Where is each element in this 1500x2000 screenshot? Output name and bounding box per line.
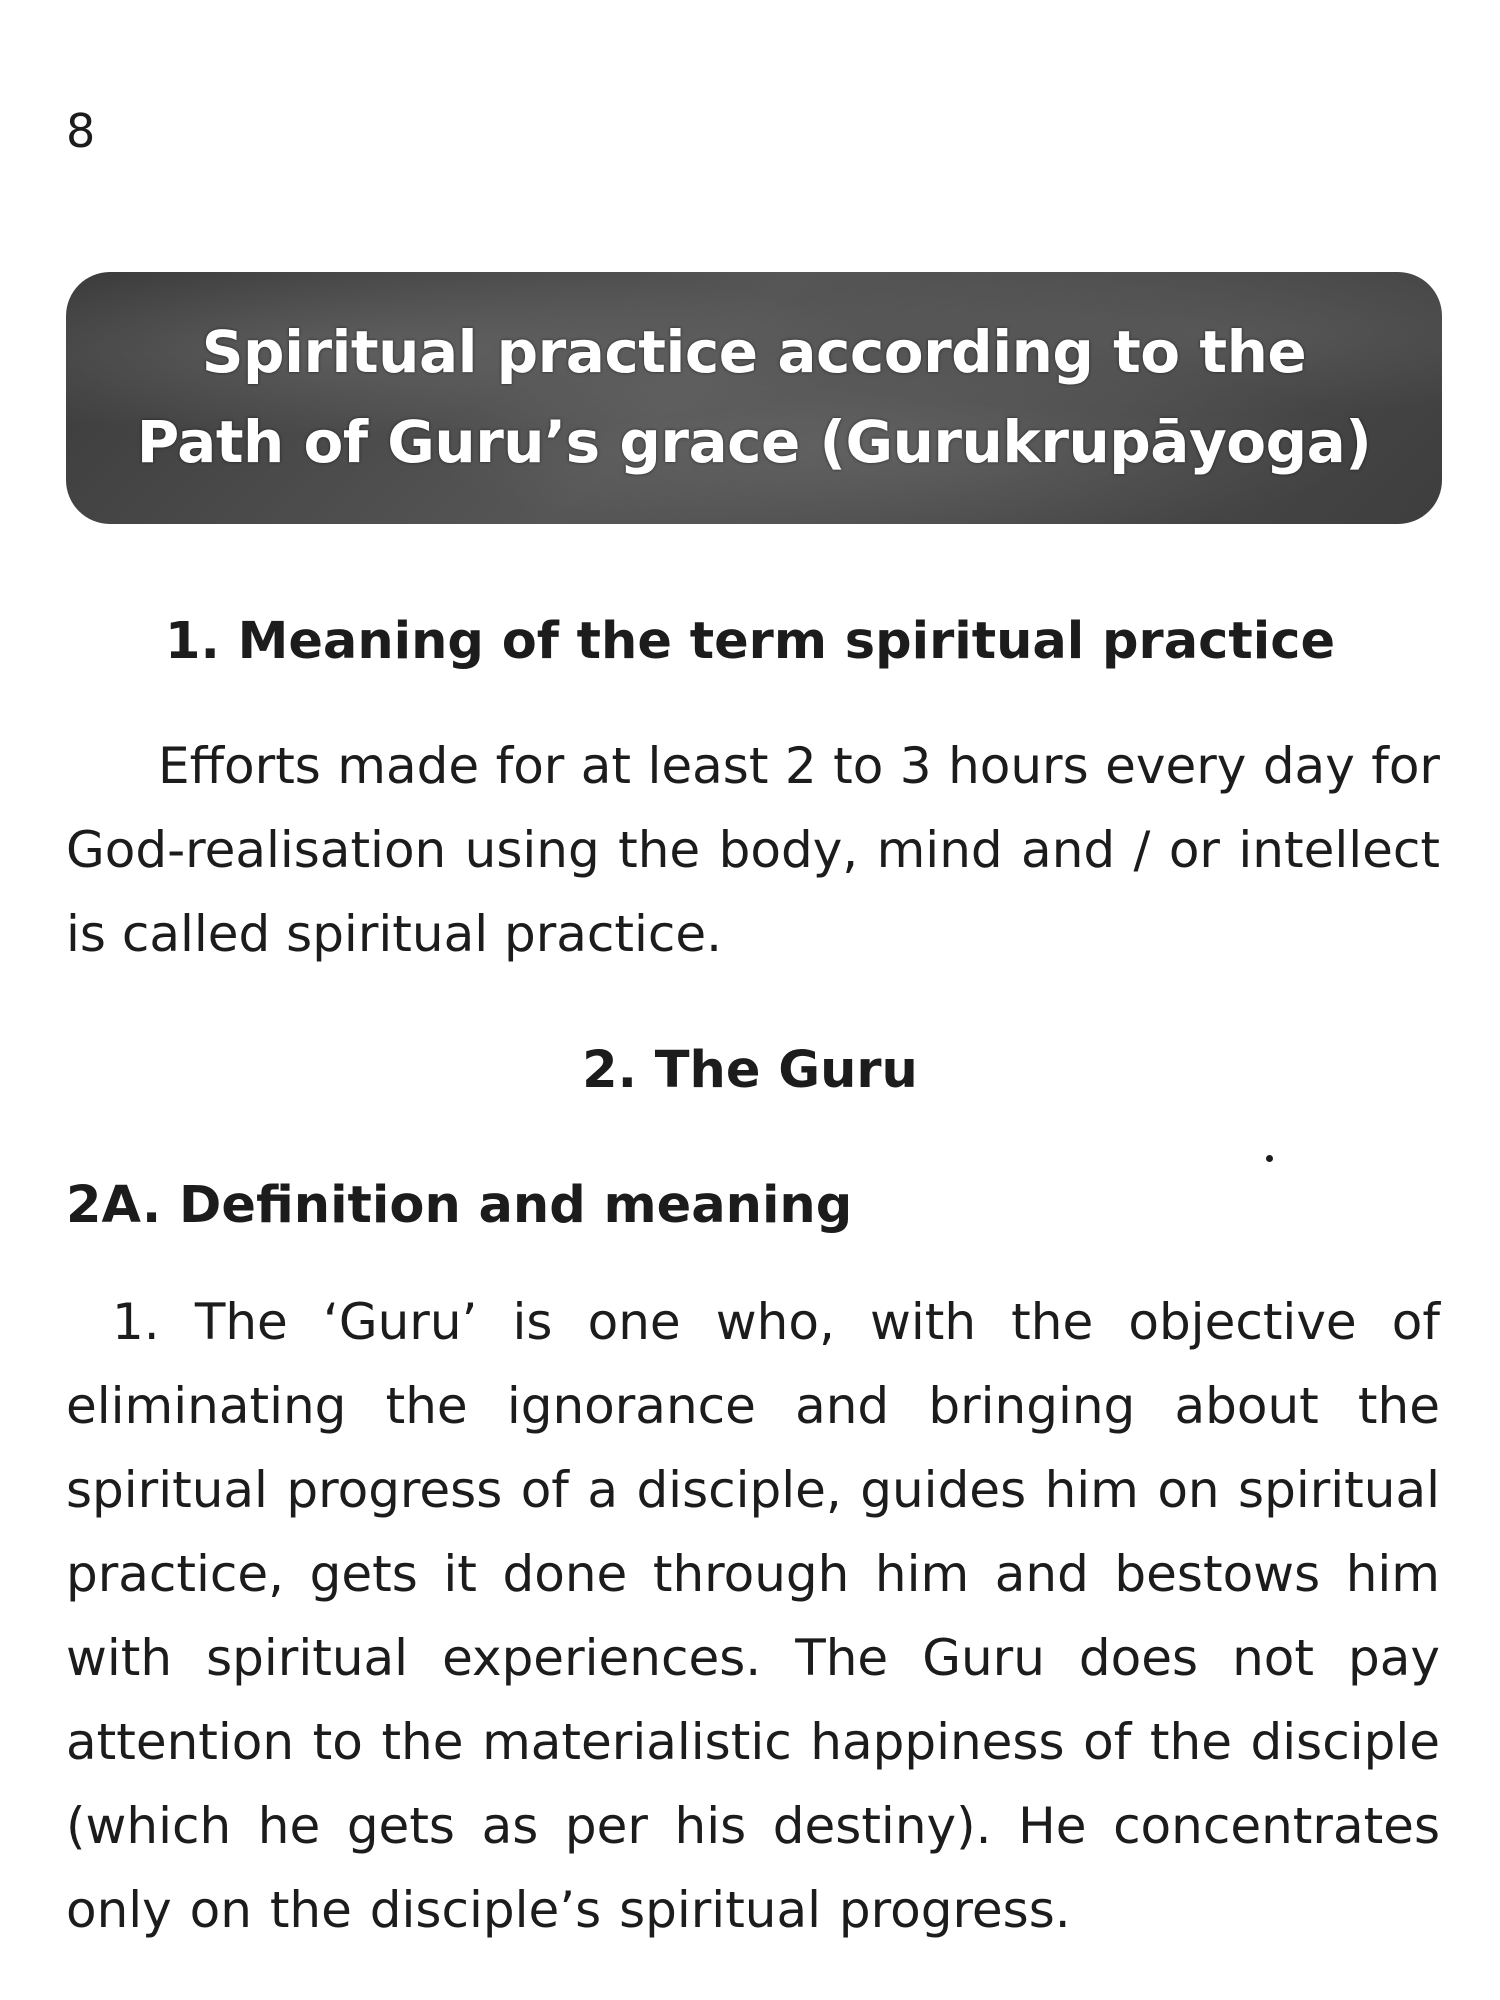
chapter-title-banner: [66, 272, 1442, 524]
chapter-title-line-2: Path of Guru’s grace (Gurukrupāyoga): [136, 408, 1372, 476]
chapter-title-line-1: Spiritual practice according to the: [201, 318, 1307, 387]
section-2a-paragraph: 1. The ‘Guru’ is one who, with the objective of eliminating the ignorance and bringing about the spiritual progress of a disciple, guides him on spiritual practice, gets it done through him and bestows him with spiritual experiences. The Guru does not pay attention to the materialistic happiness of the disciple (which he gets as per his destiny). He concentrates only on the disciple’s spiritual progress.: [66, 1293, 1440, 1939]
section-2-heading: 2. The Guru: [582, 1041, 918, 1100]
section-2a-heading: 2A. Definition and meaning: [66, 1176, 853, 1235]
page-number: 8: [66, 104, 96, 158]
section-1-paragraph: Efforts made for at least 2 to 3 hours every day for God-realisation using the body, mind and / or intellect is called spiritual practice.: [66, 737, 1440, 963]
stray-dot: [1266, 1155, 1273, 1162]
section-1-heading: 1. Meaning of the term spiritual practice: [164, 612, 1336, 671]
